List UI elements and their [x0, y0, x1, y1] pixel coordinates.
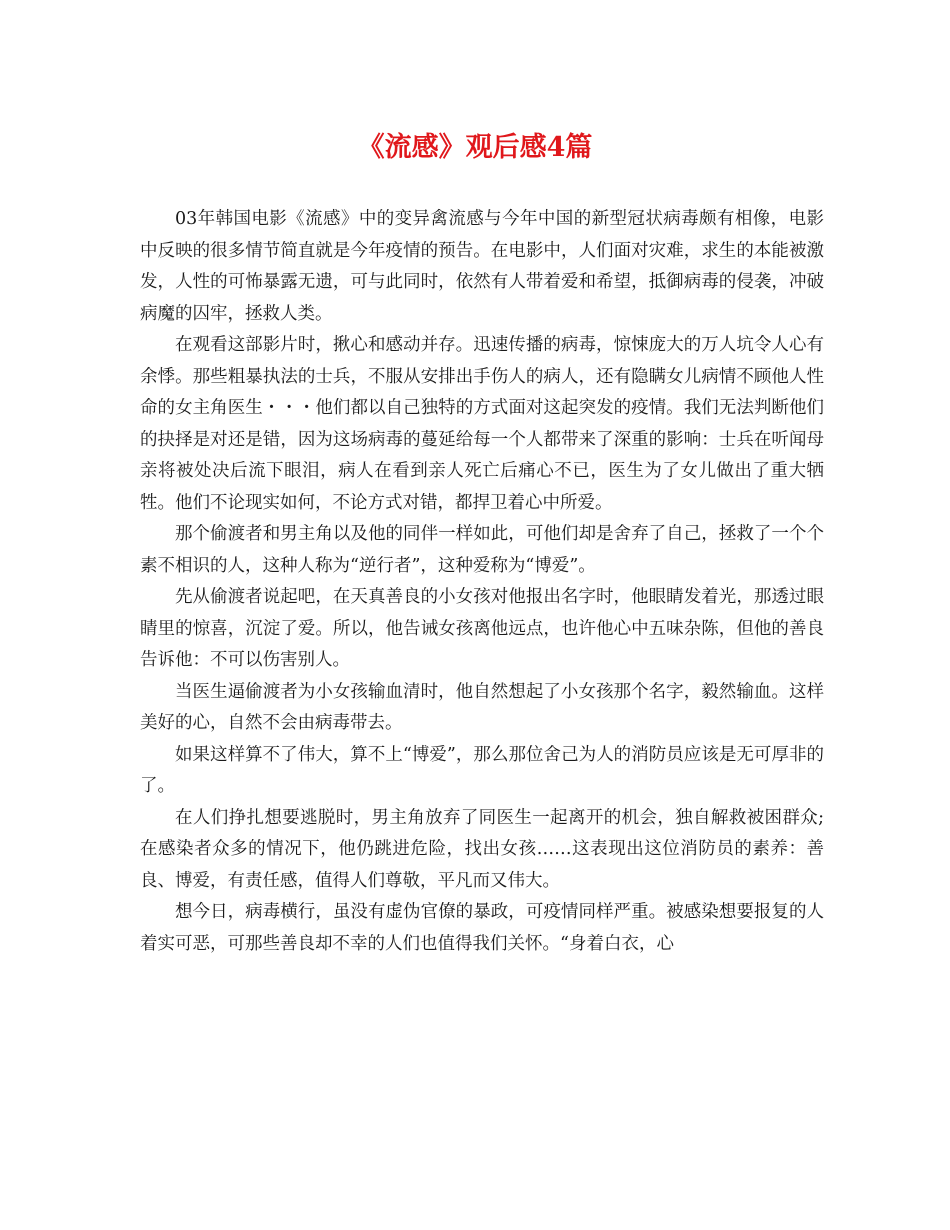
document-title: 《流感》观后感4篇	[357, 132, 593, 163]
paragraph-8: 想今日，病毒横行，虽没有虚伪官僚的暴政，可疫情同样严重。被感染想要报复的人着实可恶，可那些善良却不幸的人们也值得我们关怀。“身着白衣，心	[140, 902, 824, 954]
paragraph-7: 在人们挣扎想要逃脱时，男主角放弃了同医生一起离开的机会，独自解救被困群众;在感染者众多的情况下，他仍跳进危险，找出女孩……这表现出这位消防员的素养：善良、博爱，有责任感，值得人们尊敬，平凡而又伟大。	[140, 807, 824, 891]
document-body	[140, 204, 824, 960]
paragraph-3: 那个偷渡者和男主角以及他的同伴一样如此，可他们却是舍弃了自己，拯救了一个个素不相识的人，这种人称为“逆行者”，这种爱称为“博爱”。	[140, 524, 824, 576]
paragraph-4: 先从偷渡者说起吧，在天真善良的小女孩对他报出名字时，他眼睛发着光，那透过眼睛里的惊喜，沉淀了爱。所以，他告诫女孩离他远点，也许他心中五味杂陈，但他的善良告诉他：不可以伤害别人。	[140, 587, 824, 670]
paragraph-6: 如果这样算不了伟大，算不上“博爱”，那么那位舍己为人的消防员应该是无可厚非的了。	[140, 744, 824, 796]
paragraph-5: 当医生逼偷渡者为小女孩输血清时，他自然想起了小女孩那个名字，毅然输血。这样美好的心，自然不会由病毒带去。	[140, 681, 824, 733]
paragraph-1: 03年韩国电影《流感》中的变异禽流感与今年中国的新型冠状病毒颇有相像，电影中反映的很多情节简直就是今年疫情的预告。在电影中，人们面对灾难，求生的本能被激发，人性的可怖暴露无遗，可与此同时，依然有人带着爱和希望，抵御病毒的侵袭，冲破病魔的囚牢，拯救人类。	[140, 209, 824, 324]
paragraph-2: 在观看这部影片时，揪心和感动并存。迅速传播的病毒，惊悚庞大的万人坑令人心有余悸。那些粗暴执法的士兵，不服从安排出手伤人的病人，还有隐瞒女儿病情不顾他人性命的女主角医生・・・他们都以自己独特的方式面对这起突发的疫情。我们无法判断他们的抉择是对还是错，因为这场病毒的蔓延给每一个人都带来了深重的影响：士兵在听闻母亲将被处决后流下眼泪，病人在看到亲人死亡后痛心不已，医生为了女儿做出了重大牺牲。他们不论现实如何，不论方式对错，都捍卫着心中所爱。	[140, 335, 824, 513]
